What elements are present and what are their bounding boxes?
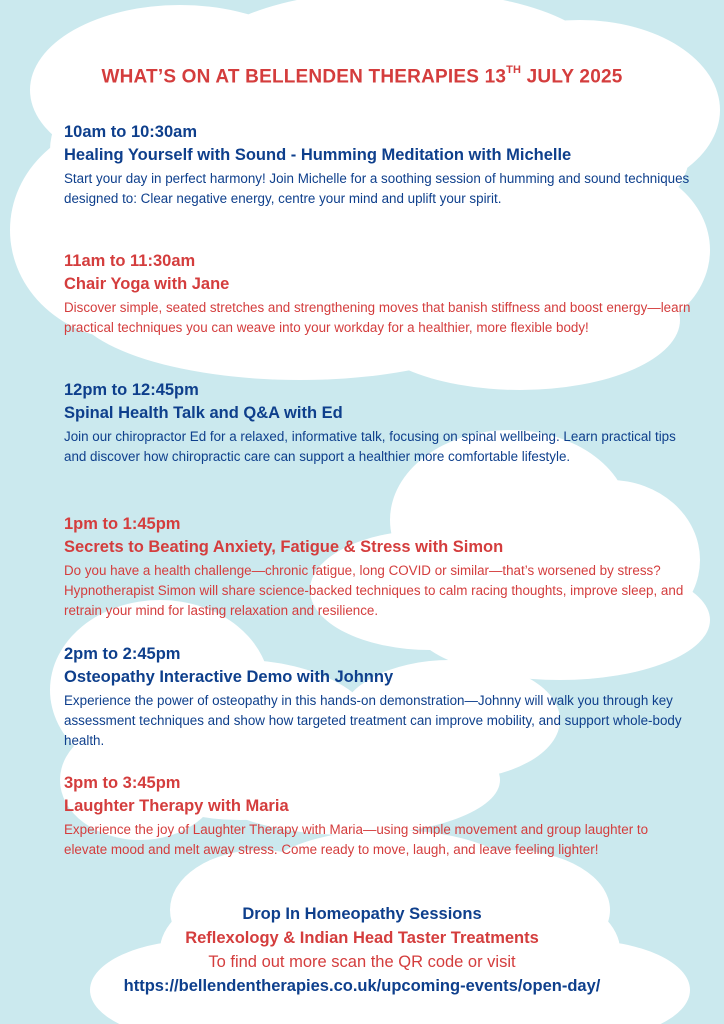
event-4 <box>64 513 694 621</box>
event-description: Experience the joy of Laughter Therapy with Maria—using simple movement and group laughter to elevate mood and melt away stress. Come ready to move, laugh, and leave feeling lighter! <box>64 822 649 857</box>
footer-reflexology: Reflexology & Indian Head Taster Treatments <box>185 929 539 947</box>
event-2 <box>64 250 694 338</box>
event-name: Osteopathy Interactive Demo with Johnny <box>64 668 394 686</box>
footer-homeopathy: Drop In Homeopathy Sessions <box>242 905 482 923</box>
event-description: Discover simple, seated stretches and strengthening moves that banish stiffness and boost energy—learn practical techniques you can weave into your workday for a healthier, more flexible body! <box>64 300 691 335</box>
event-time: 1pm to 1:45pm <box>64 515 181 533</box>
page-title <box>0 66 724 88</box>
event-time: 12pm to 12:45pm <box>64 381 199 399</box>
event-time: 2pm to 2:45pm <box>64 645 181 663</box>
event-name: Secrets to Beating Anxiety, Fatigue & Stress with Simon <box>64 538 504 556</box>
title-superscript: TH <box>506 64 522 76</box>
event-time: 11am to 11:30am <box>64 252 196 270</box>
event-6 <box>64 772 694 860</box>
event-name: Healing Yourself with Sound - Humming Meditation with Michelle <box>64 146 572 164</box>
event-description: Start your day in perfect harmony! Join Michelle for a soothing session of humming and sound techniques designed to: Clear negative energy, centre your mind and uplift your spirit. <box>64 171 690 206</box>
event-description: Join our chiropractor Ed for a relaxed, informative talk, focusing on spinal wellbeing. Learn practical tips and discover how chiropractic care can support a healthier more comfortable lifestyle. <box>64 429 676 464</box>
event-description: Experience the power of osteopathy in this hands-on demonstration—Johnny will walk you through key assessment techniques and show how targeted treatment can improve mobility, and support whole-body health. <box>64 693 682 748</box>
event-name: Chair Yoga with Jane <box>64 275 230 293</box>
event-3 <box>64 379 694 467</box>
footer-link[interactable]: https://bellendentherapies.co.uk/upcoming-events/open-day/ <box>123 977 601 995</box>
event-5 <box>64 643 694 751</box>
event-description: Do you have a health challenge—chronic fatigue, long COVID or similar—that’s worsened by stress? Hypnotherapist Simon will share science-backed techniques to calm racing thoughts, improve sleep, and retrain your mind for lasting relaxation and resilience. <box>64 563 684 618</box>
event-1 <box>64 121 694 209</box>
title-main: WHAT’S ON AT BELLENDEN THERAPIES 13 <box>101 66 507 88</box>
footer-info: To find out more scan the QR code or visit <box>208 953 516 971</box>
event-name: Spinal Health Talk and Q&A with Ed <box>64 404 343 422</box>
event-time: 10am to 10:30am <box>64 123 197 141</box>
footer <box>0 902 724 998</box>
title-tail: JULY 2025 <box>521 66 623 88</box>
event-time: 3pm to 3:45pm <box>64 774 181 792</box>
event-name: Laughter Therapy with Maria <box>64 797 289 815</box>
